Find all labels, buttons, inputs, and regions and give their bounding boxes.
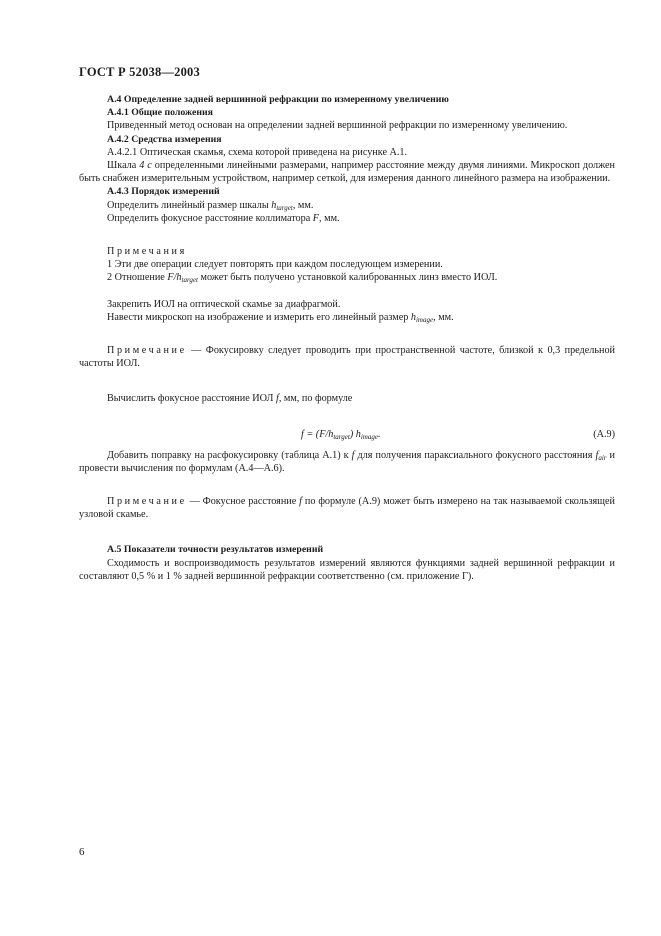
- calc-var: f: [275, 393, 279, 405]
- section-a42-title: А.4.2 Средства измерения: [107, 133, 222, 145]
- step2-unit: , мм.: [319, 212, 340, 224]
- scale-label: 4 с: [139, 160, 152, 172]
- page-number: 6: [79, 846, 85, 858]
- note2-text: 2 Отношение: [107, 272, 168, 284]
- correction-var: f: [351, 449, 355, 461]
- section-a41-title: А.4.1 Общие положения: [107, 107, 213, 119]
- focus-text-start: Навести микроскоп на изображение и измерить его линейный размер: [107, 311, 411, 323]
- section-a421-text: А.4.2.1 Оптическая скамья, схема которой приведена на рисунке А.1.: [107, 146, 408, 158]
- sliding-note-start: — Фокусное расстояние: [186, 496, 300, 508]
- sliding-note-end: по формуле (А.9) может быть измерено на так называемой скользящей узловой скамье.: [79, 496, 615, 521]
- step1-unit: , мм.: [292, 199, 314, 211]
- mount-text: Закрепить ИОЛ на оптической скамье за диафрагмой.: [107, 298, 341, 310]
- formula-a9: [79, 428, 615, 444]
- focus-unit: , мм.: [433, 311, 454, 323]
- scale-text-end: определенными линейными размерами, например расстояние между двумя линиями. Микроскоп должен быть снабжен измерительным устройством, например сеткой, для измерения данного линейного размера на изображении.: [79, 160, 615, 185]
- section-a43-step1: [79, 199, 615, 212]
- correction-text: [79, 449, 615, 475]
- formula-lhs: f = (F/h: [301, 428, 334, 440]
- focus-text: [79, 311, 615, 324]
- formula-mid: ) h: [349, 428, 361, 440]
- correction-var2: f: [595, 449, 599, 461]
- formula-expression: [301, 428, 381, 441]
- note-1: 1 Эти две операции следует повторять при каждом последующем измерении.: [107, 259, 443, 271]
- scale-text-start: Шкала: [107, 160, 140, 172]
- note2-var: F/h: [167, 272, 182, 284]
- section-a4-title: А.4 Определение задней вершинной рефракции по измеренному увеличению: [107, 94, 449, 105]
- note2-sub: target: [181, 276, 198, 285]
- calc-text-start: Вычислить фокусное расстояние ИОЛ: [107, 393, 276, 405]
- correction-mid: для получения параксиального фокусного расстояния: [354, 449, 596, 461]
- section-a5-title: А.5 Показатели точности результатов измерений: [107, 544, 324, 556]
- focus-note: [79, 344, 615, 370]
- section-a43-title: А.4.3 Порядок измерений: [107, 186, 220, 198]
- step1-var: h: [271, 199, 277, 211]
- section-a41-text: Приведенный метод основан на определении задней вершинной рефракции по измеренному увеличению.: [107, 120, 568, 132]
- section-a42-scale-text: [79, 159, 615, 185]
- correction-sub: air: [598, 453, 607, 462]
- focus-var: h: [410, 311, 416, 323]
- notes-heading: Примечания: [107, 246, 187, 258]
- document-header: ГОСТ Р 52038—2003: [79, 65, 200, 79]
- note-label-2: Примечание: [107, 496, 187, 508]
- correction-start: Добавить поправку на расфокусировку (таблица А.1) к: [107, 449, 352, 461]
- step2-text: Определить фокусное расстояние коллиматора: [107, 212, 313, 224]
- correction-end: и провести вычисления по формулам (А.4—А.6).: [79, 449, 616, 474]
- section-a43-step2: [79, 212, 615, 225]
- note-2: [79, 271, 615, 284]
- note-focus-text: — Фокусировку следует проводить при пространственной частоте, близкой к 0,3 предельной частоты ИОЛ.: [79, 345, 615, 370]
- note2-text-end: может быть получено установкой калиброванных линз вместо ИОЛ.: [197, 272, 498, 284]
- focus-sub: image: [415, 315, 434, 324]
- document-body: [79, 93, 615, 583]
- note-label: Примечание: [107, 345, 187, 357]
- sliding-note: [79, 495, 615, 521]
- calc-text: [79, 392, 615, 405]
- section-a5-text: Сходимость и воспроизводимость результатов измерений являются функциями задней вершинной рефракции и составляют 0,5 % и 1 % задней вершинной рефракции соответственно (см. приложение Г).: [79, 557, 615, 582]
- formula-sub-image: image: [360, 432, 378, 441]
- formula-sub-target: target: [333, 432, 350, 441]
- step2-var: F: [312, 212, 320, 224]
- formula-end: .: [377, 428, 381, 440]
- step1-text: Определить линейный размер шкалы: [107, 199, 272, 211]
- calc-text-end: , мм, по формуле: [278, 393, 353, 405]
- formula-number: (А.9): [593, 428, 615, 440]
- step1-sub: target: [276, 203, 293, 212]
- sliding-note-var: f: [299, 496, 303, 508]
